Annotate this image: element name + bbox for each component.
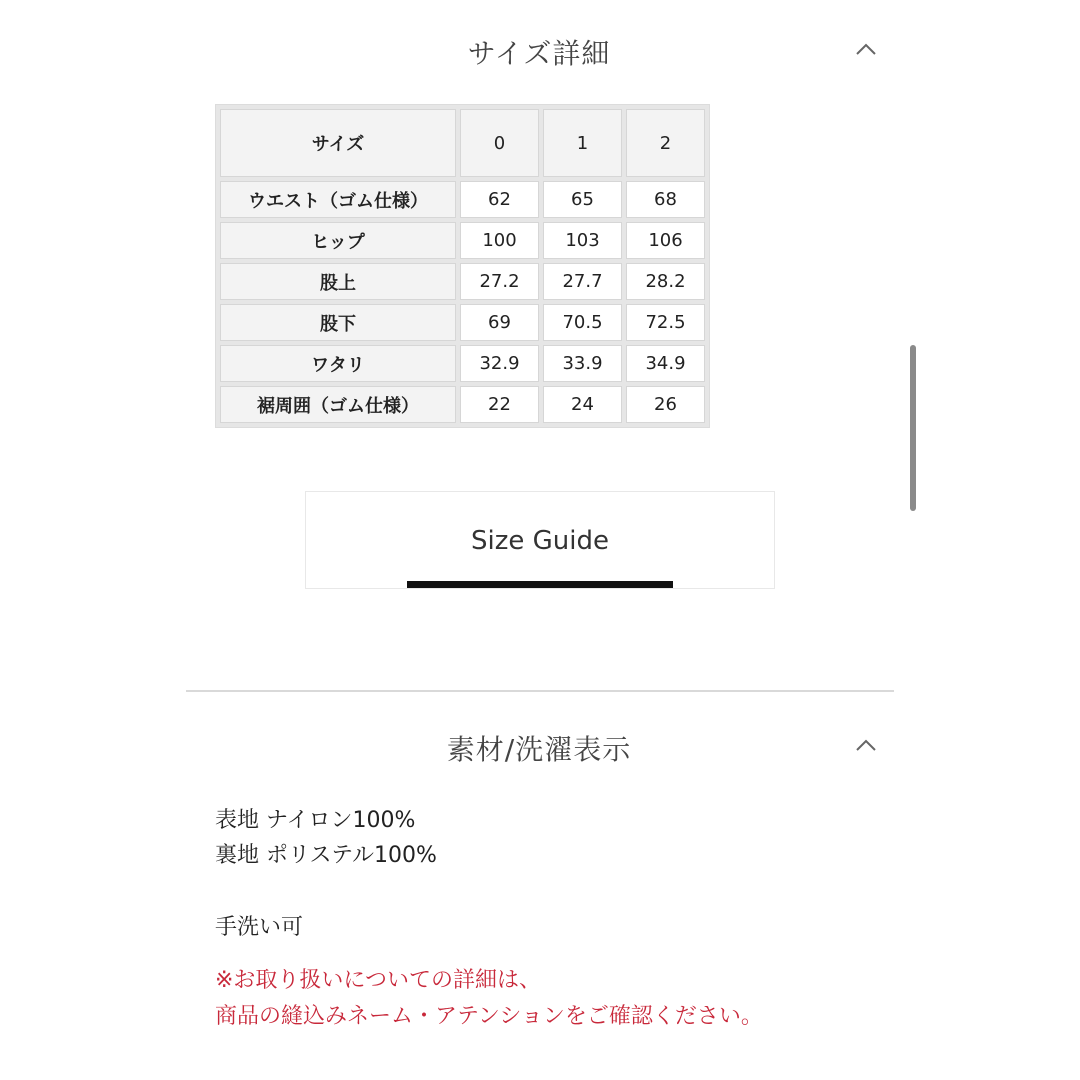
table-row (220, 304, 705, 341)
row-label: 股下 (220, 304, 456, 341)
table-cell: 65 (543, 181, 622, 218)
table-header-row (220, 109, 705, 177)
table-cell: 34.9 (626, 345, 705, 382)
row-label: ワタリ (220, 345, 456, 382)
table-row (220, 386, 705, 423)
care-notice-line: 商品の縫込みネーム・アテンションをご確認ください。 (215, 1004, 763, 1029)
table-corner-cell: サイズ (220, 109, 456, 177)
table-cell: 100 (460, 222, 539, 259)
size-table (215, 104, 710, 428)
size-section-title: サイズ詳細 (467, 37, 611, 70)
size-column-header: 1 (543, 109, 622, 177)
material-section-title: 素材/洗濯表示 (446, 733, 632, 766)
section-divider (186, 690, 894, 692)
table-cell: 68 (626, 181, 705, 218)
table-row (220, 263, 705, 300)
table-cell: 69 (460, 304, 539, 341)
size-column-header: 0 (460, 109, 539, 177)
outer-fabric-text: 表地 ナイロン100% (215, 808, 416, 833)
table-cell: 32.9 (460, 345, 539, 382)
table-cell: 26 (626, 386, 705, 423)
row-label: 裾周囲（ゴム仕様） (220, 386, 456, 423)
care-notice (215, 963, 763, 1035)
material-section-header[interactable] (186, 718, 892, 778)
size-guide-button[interactable] (305, 491, 775, 589)
material-details (215, 803, 763, 1035)
care-text: 手洗い可 (215, 915, 304, 940)
spacer (215, 873, 763, 908)
table-row (220, 345, 705, 382)
chevron-up-icon[interactable] (854, 734, 878, 758)
table-cell: 27.2 (460, 263, 539, 300)
lining-fabric-text: 裏地 ポリステル100% (215, 843, 437, 868)
row-label: 股上 (220, 263, 456, 300)
size-guide-label: Size Guide (471, 526, 609, 556)
size-section-header[interactable] (186, 20, 892, 80)
table-cell: 22 (460, 386, 539, 423)
table-cell: 28.2 (626, 263, 705, 300)
scrollbar-thumb[interactable] (910, 345, 916, 511)
table-cell: 70.5 (543, 304, 622, 341)
chevron-up-icon[interactable] (854, 38, 878, 62)
table-cell: 103 (543, 222, 622, 259)
care-notice-line: ※お取り扱いについての詳細は、 (215, 968, 541, 993)
table-cell: 24 (543, 386, 622, 423)
row-label: ウエスト（ゴム仕様） (220, 181, 456, 218)
table-cell: 72.5 (626, 304, 705, 341)
row-label: ヒップ (220, 222, 456, 259)
table-cell: 33.9 (543, 345, 622, 382)
table-row (220, 181, 705, 218)
active-tab-indicator (407, 581, 673, 588)
table-row (220, 222, 705, 259)
table-cell: 62 (460, 181, 539, 218)
table-cell: 106 (626, 222, 705, 259)
table-cell: 27.7 (543, 263, 622, 300)
size-column-header: 2 (626, 109, 705, 177)
